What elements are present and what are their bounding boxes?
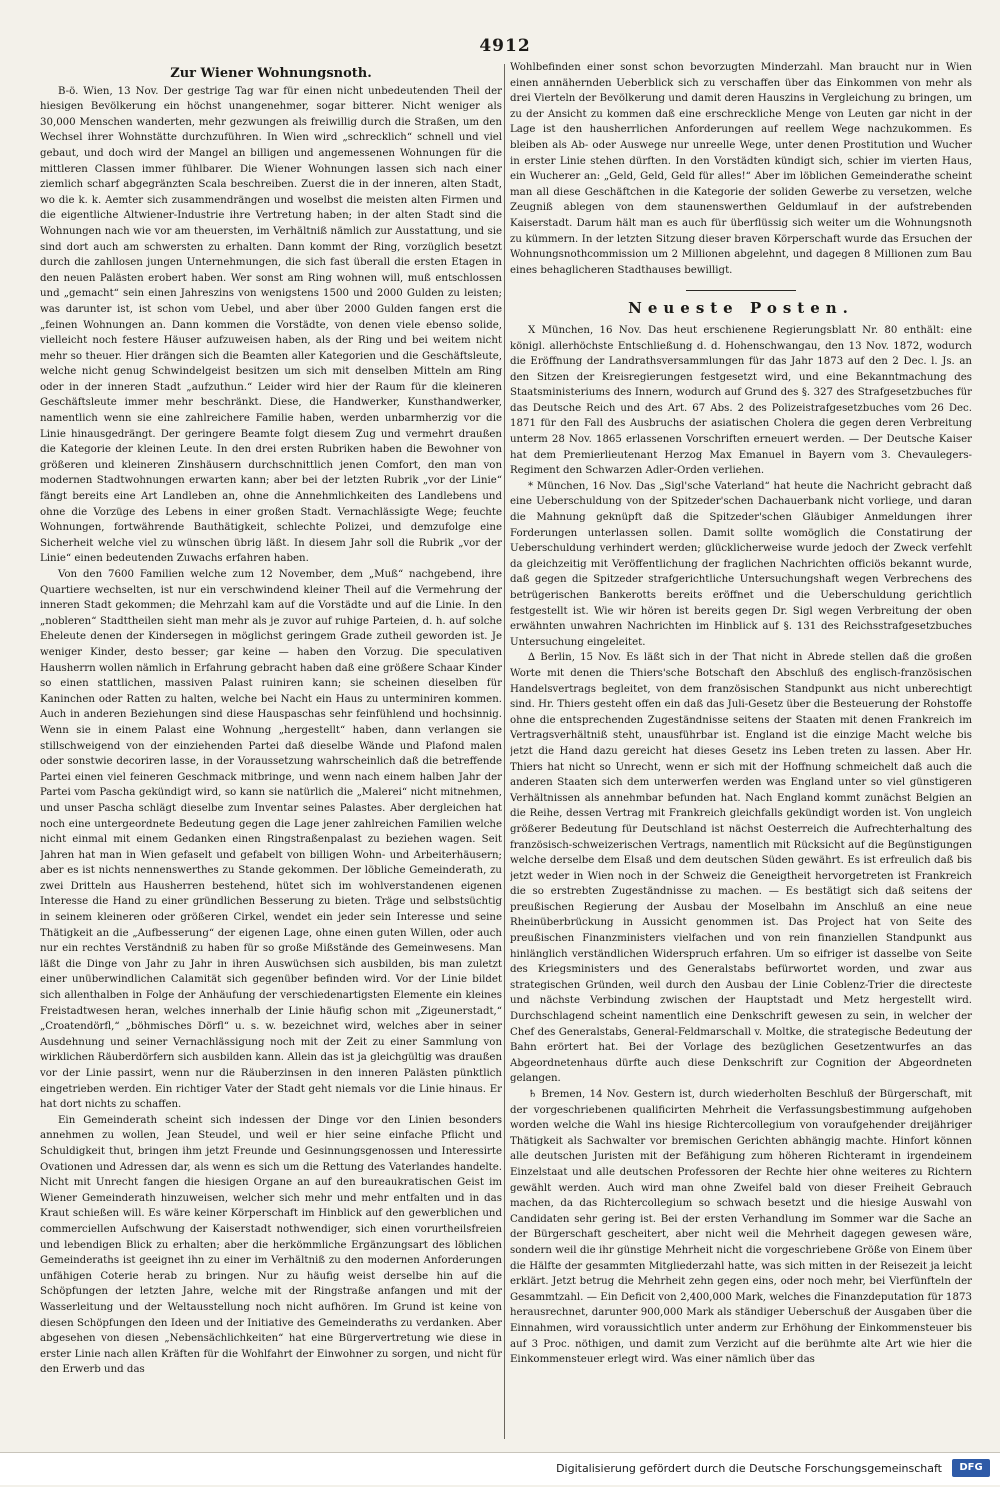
right-column [510, 60, 972, 1452]
digitization-footer [0, 1452, 1000, 1485]
news-item-muenchen-2: * München, 16 Nov. Das „Sigl'sche Vaterland“ hat heute die Nachricht gebracht daß eine Ueberschuldung von der Spitzeder'schen Dachauerbank nicht vorliege, und daran die Mahnung geknüpft daß die Spitzeder'schen Gläubiger Anmeldungen ihrer Forderungen unterlassen sollen. Damit sollte womöglich die Constatirung der Ueberschuldung verhindert werden; glücklicherweise wurde jedoch der Zweck verfehlt da gleichzeitig mit Veröffentlichung der fraglichen Nachrichten officiös bekannt wurde, daß gegen die Spitzeder strafgerichtliche Untersuchungshaft wegen Verbrechens des betrügerischen Bankerotts bereits eröffnet und die Ueberschuldung gerichtlich festgestellt ist. Wie wir hören ist bereits gegen Dr. Sigl wegen Verbreitung der oben erwähnten unwahren Nachrichten im Hinblick auf §. 131 des Reichsstrafgesetzbuches Untersuchung eingeleitet. [510, 480, 972, 648]
article-paragraph: Von den 7600 Familien welche zum 12 November, dem „Muß“ nachgebend, ihre Quartiere wechselten, ist nur ein verschwindend kleiner Theil auf die Vermehrung der inneren Stadt gekommen; die Mehrzahl kam auf die Vorstädte und auf die Linie. In den „nobleren“ Stadttheilen sieht man mehr als je zuvor auf ruhige Parteien, d. h. auf solche Eheleute denen der Kindersegen in möglichst geringem Grade zutheil geworden ist. Je weniger Kinder, desto besser; gar keine — haben den Vorzug. Die speculativen Hausherrn wollen nämlich in Erfahrung gebracht haben daß eine größere Schaar Kinder so einen stattlichen, massiven Palast ruiniren kann; sie scheinen dieselben für Kaninchen oder Ratten zu halten, welche bei Nacht ein Haus zu unterminiren kommen. Auch in anderen Beziehungen sind diese Hauspaschas sehr feinfühlend und hochsinnig. Wenn sie in einem Palast eine Wohnung „hergestellt“ haben, dann verlangen sie stillschweigend von der einziehenden Partei daß dieselbe Wände und Plafond malen oder sonstwie decoriren lasse, in der Voraussetzung wahrscheinlich daß die betreffende Partei einen viel feineren Geschmack mitbringe, und wenn nach einem halben Jahr der Partei vom Pascha gekündigt wird, so kann sie natürlich die „Malerei“ nicht mitnehmen, und unser Pascha schlägt dieselbe zum Inventar seines Palastes. Aber dergleichen hat noch eine untergeordnete Bedeutung gegen die Lage jener zahlreichen Familien welche nicht einmal mit einem Gedanken einen Ringstraßenpalast zu beziehen wagen. Seit Jahren hat man in Wien gefaselt und gefabelt von billigen Wohn- und Arbeiterhäusern; aber es ist nichts nennenswerthes zu Stande gekommen. Der löbliche Gemeinderath, zu zwei Dritteln aus Hausherren bestehend, hütet sich im wohlverstandenen eigenen Interesse die Hand zu einer gründlichen Besserung zu bieten. Träge und selbstsüchtig in seinem kleineren oder größeren Cirkel, wendet ein jeder sein Interesse und seine Thätigkeit an die „Aufbesserung“ der eigenen Lage, ohne einen guten Willen, oder auch nur ein rechtes Verständniß zu haben für so große Mißstände des Gemeinwesens. Man läßt die Dinge von Jahr zu Jahr in ihren Auswüchsen sich ausbilden, bis man zuletzt einer unüberwindlichen Calamität sich gegenüber befinden wird. Vor der Linie bildet sich allenthalben in Folge der Anhäufung der verschiedenartigsten Elemente ein kleines Freistadtwesen heran, welches innerhalb der Linie häufig schon mit „Zigeunerstadt,“ „Croatendörfl,“ „böhmisches Dörfl“ u. s. w. bezeichnet wird, welches aber in seiner Ausdehnung und seiner Vernachlässigung noch mit der Zeit zu einer Sammlung von wirklichen Räuberdörfern sich ausbilden kann. Allein das ist ja gleichgültig was draußen vor der Linie passirt, wenn nur die Räuberzinsen in den inneren Palästen pünktlich eingetrieben werden. Ein richtiger Vater der Stadt geht niemals vor die Linie hinaus. Er hat dort nichts zu schaffen. [40, 569, 502, 1111]
dfg-logo: DFG [952, 1459, 990, 1477]
left-column [40, 60, 502, 1452]
section-divider [686, 290, 796, 291]
article-heading-wohnungsnoth: Zur Wiener Wohnungsnoth. [170, 66, 372, 81]
news-item-muenchen-1: X München, 16 Nov. Das heut erschienene Regierungsblatt Nr. 80 enthält: eine königl. allerhöchste Entschließung d. d. Hohenschwangau, den 13 Nov. 1872, wodurch die Eröffnung der Landrathsversammlungen für das Jahr 1873 auf den 2 Dec. l. Js. an den Sitzen der Kreisregierungen festgesetzt wird, und eine Bekanntmachung des Staatsministeriums des Innern, wodurch auf Grund des §. 327 des Strafgesetzbuches für das Deutsche Reich und des Art. 67 Abs. 2 des Polizeistrafgesetzbuches vom 26 Dec. 1871 für den Fall des Ausbruchs der asiatischen Cholera die gegen deren Verbreitung unterm 28 Nov. 1865 erlassenen Vorschriften erneuert werden. — Der Deutsche Kaiser hat dem Premierlieutenant Herzog Max Emanuel in Bayern vom 3. Chevaulegers-Regiment den Schwarzen Adler-Orden verliehen. [510, 324, 972, 477]
newspaper-page [30, 30, 980, 1452]
funding-note: Digitalisierung gefördert durch die Deutsche Forschungsgemeinschaft [556, 1462, 942, 1475]
page-number: 4912 [479, 36, 531, 56]
news-item-berlin: ∆ Berlin, 15 Nov. Es läßt sich in der That nicht in Abrede stellen daß die großen Worte mit denen die Thiers'sche Botschaft den Abschluß des englisch-französischen Handelsvertrags begleitet, von dem französischen Standpunkt aus nicht unberechtigt sind. Hr. Thiers gesteht offen ein daß das Juli-Gesetz über die Besteuerung der Rohstoffe ohne die entsprechenden Zugeständnisse seitens der Staaten mit denen Frankreich im Vertragsverhältniß steht, unausführbar ist. England ist die einzige Macht welche bis jetzt die Hand dazu gereicht hat dieses Gesetz ins Leben treten zu lassen. Aber Hr. Thiers hat nicht so Unrecht, wenn er sich mit der Hoffnung schmeichelt daß auch die anderen Staaten sich dem unterwerfen werden was England unter so viel günstigeren Verhältnissen als annehmbar befunden hat. Nach England kommt zunächst Belgien an die Reihe, dessen Vertrag mit Frankreich gleichfalls gekündigt worden ist. Von ungleich größerer Bedeutung für Deutschland ist nächst Oesterreich die Aufrechterhaltung des französisch-schweizerischen Vertrags, namentlich mit Rücksicht auf die Begünstigungen welche derselbe dem Elsaß und dem deutschen Süden gewährt. Es ist erfreulich daß bis jetzt weder in Wien noch in der Schweiz die Geneigtheit hervorgetreten ist Frankreich die so erstrebten Zugeständnisse zu machen. — Es bestätigt sich daß seitens der preußischen Regierung der Ausbau der Moselbahn im Anschluß an eine neue Rheinüberbrückung in Aussicht genommen ist. Das Project hat von Seite des preußischen Finanzministers vielfachen und von rein finanziellen Standpunkt aus hinlänglich verständlichen Widerspruch erfahren. Um so eifriger ist dasselbe von Seite des Kriegsministers und des Generalstabs befürwortet worden, und zwar aus strategischen Gründen, weil durch den Ausbau der Linie Coblenz-Trier die directeste und nächste Verbindung zwischen der Hauptstadt und Metz hergestellt wird. Durchschlagend scheint namentlich eine Denkschrift gewesen zu sein, in welcher der Chef des Generalstabs, General-Feldmarschall v. Moltke, die strategische Bedeutung der Bahn erörtert hat. Bei der Vorlage des bezüglichen Gesetzentwurfes an das Abgeordnetenhaus dürfte auch diese Denkschrift zur Cognition der Abgeordneten gelangen. [510, 652, 972, 1085]
article-paragraph: B-ö. Wien, 13 Nov. Der gestrige Tag war für einen nicht unbedeutenden Theil der hiesigen Bevölkerung ein höchst unangenehmer, sogar bitterer. Nicht weniger als 30,000 Menschen wanderten, mehr gezwungen als freiwillig durch die Straßen, um den Wechsel ihrer Wohnstätte durchzuführen. In Wien wird „schrecklich“ schnell und viel gebaut, und doch wird der Mangel an billigen und angemessenen Wohnungen für die mittleren Classen immer fühlbarer. Die Wiener Wohnungen lassen sich nach einer ziemlich scharf abgegränzten Scala beschreiben. Zuerst die in der inneren, alten Stadt, wo die k. k. Aemter sich zusammendrängen und woselbst die meisten alten Firmen und die eigentliche Altwiener-Industrie ihre Vertretung haben; in der alten Stadt sind die Wohnungen nach wie vor am theuersten, im Verhältniß nämlich zur Ausstattung, und sie sind dort auch am schwersten zu erhalten. Dann kommt der Ring, vorzüglich besetzt durch die zahllosen jungen Unternehmungen, die sich fast überall die ersten Etagen in den neuen Palästen erobert haben. Wer sonst am Ring wohnen will, muß entschlossen und „gemacht“ sein einen Jahreszins von wenigstens 1500 und 2000 Gulden zu leisten; was darunter ist, ist schon vom Uebel, und aber über 2000 Gulden fangen erst die „feinen Wohnungen an. Dann kommen die Vorstädte, von denen viele ebenso solide, vielleicht noch festere Häuser aufzuweisen haben, als der Ring und bei weitem nicht mehr so theuer. Hier drängen sich die Beamten aller Kategorien und die Geschäftsleute, welche nicht genug Schwindelgeist besitzen um sich mit denselben Mitteln am Ring oder in der inneren Stadt „aufzuthun.“ Leider wird hier der Raum für die kleineren Geschäftsleute immer mehr beschränkt. Diese, die Handwerker, Kunsthandwerker, namentlich wenn sie eine zahlreichere Familie haben, werden unbarmherzig vor die Linie hinausgedrängt. Der geringere Beamte folgt diesem Zug und vermehrt draußen die Kategorie der kleinen Leute. In den drei ersten Rubriken haben die Bewohner von größeren und kleineren Zinshäusern durchschnittlich jenen Comfort, den man von modernen Stadtwohnungen erwarten kann; aber bei der letzten Rubrik „vor der Linie“ fängt bereits eine Art Landleben an, ohne die Annehmlichkeiten des Landlebens und ohne die Vorzüge des Lebens in einer großen Stadt. Vernachlässigte Wege; feuchte Wohnungen, fortwährende Bauthätigkeit, schlechte Polizei, und demzufolge eine Sicherheit welche viel zu wünschen übrig läßt. In diesem Jahr soll die Rubrik „vor der Linie“ einen bedeutenden Zuwachs erfahren haben. [40, 85, 502, 565]
article-paragraph: Ein Gemeinderath scheint sich indessen der Dinge vor den Linien besonders annehmen zu wollen, Jean Steudel, und weil er hier seine einfache Pflicht und Schuldigkeit thut, bringen ihm jetzt Freunde und Gesinnungsgenossen und Interessirte Ovationen und Adressen dar, als wenn es sich um die Rettung des Vaterlandes handelte. Nicht mit Unrecht fangen die hiesigen Organe an auf den bureaukratischen Geist im Wiener Gemeinderath hinzuweisen, welcher sich mehr und mehr entfalten und in das Kraut schießen will. Es wäre keiner Körperschaft im Hinblick auf den gewerblichen und commerciellen Aufschwung der Kaiserstadt nothwendiger, sich einen vorurtheilsfreien und lebendigen Blick zu erhalten; aber die herkömmliche Ergänzungsart des löblichen Gemeinderaths ist geeignet ihn zu einer im Verhältniß zu den modernen Anforderungen unfähigen Coterie herab zu bringen. Nur zu häufig weist derselbe hin auf die Schöpfungen der letzten Jahre, welche mit der Ringstraße anfangen und mit der Wasserleitung und der Weltausstellung noch nicht aufhören. Im Grund ist keine von diesen Schöpfungen den Ideen und der Initiative des Gemeinderaths zu verdanken. Aber abgesehen von diesen „Nebensächlichkeiten“ hat eine Bürgervertretung wie diese in erster Linie nach allen Kräften für die Wohlfahrt der Einwohner zu sorgen, und nicht für den Erwerb und das [40, 1114, 502, 1376]
news-item-bremen: ♄ Bremen, 14 Nov. Gestern ist, durch wiederholten Beschluß der Bürgerschaft, mit der vorgeschriebenen qualificirten Mehrheit die Verfassungsbestimmung aufgehoben worden welche die Wahl ins hiesige Richtercollegium von voraufgehender dreijähriger Thätigkeit als Sachwalter vor bremischen Gerichten abhängig machte. Hinfort können alle deutschen Juristen mit der Befähigung zum höheren Richteramt in irgendeinem Einzelstaat und alle deutschen Professoren der Rechte hier ohne weiteres zu Richtern gewählt werden. Auch wird man ohne Zweifel bald von dieser Freiheit Gebrauch machen, da das Richtercollegium so schwach besetzt und die hiesige Auswahl von Candidaten sehr gering ist. Bei der ersten Verhandlung im Sommer war die Sache an der Bürgerschaft gescheitert, aber nicht weil die Mehrheit dagegen gewesen wäre, sondern weil die ihr günstige Mehrheit nicht die vorgeschriebene Größe von Einem über die Hälfte der gesammten Mitgliederzahl hatte, was sich mitten in der Reisezeit ja leicht erklärt. Jetzt betrug die Mehrheit zehn gegen eins, oder noch mehr, bei Vierfünfteln der Gesammtzahl. — Ein Deficit von 2,400,000 Mark, welches die Finanzdeputation für 1873 herausrechnet, darunter 900,000 Mark als ständiger Ueberschuß der Ausgaben über die Einnahmen, wird voraussichtlich unter anderm zur Erhöhung der Einkommensteuer bis auf 3 Proc. nöthigen, und damit zum Verzicht auf die berühmte alte Art wie hier die Einkommensteuer erlegt wird. Was einer nämlich über das [510, 1089, 972, 1366]
article-continuation: Wohlbefinden einer sonst schon bevorzugten Minderzahl. Man braucht nur in Wien einen annähernden Ueberblick sich zu verschaffen über das Einkommen von mehr als drei Vierteln der Bevölkerung und damit deren Hauszins in Vergleichung zu bringen, um zu der Ansicht zu kommen daß eine erschreckliche Menge von Leuten gar nicht in der Lage ist den hausherrlichen Anforderungen auf reellem Wege nachzukommen. Es bleiben als Ab- oder Auswege nur unreelle Wege, unter denen Prostitution und Wucher in erster Linie stehen dürften. In den Vorstädten kündigt sich, schier im vierten Haus, ein Wucherer an: „Geld, Geld, Geld für alles!“ Aber im löblichen Gemeinderathe scheint man all diese Geschäftchen in die Kategorie der soliden Gewerbe zu versetzen, welche Zeugniß ablegen von dem staunenswerthen Geldumlauf in der aufstrebenden Kaiserstadt. Darum hält man es auch für überflüssig sich weiter um die Wohnungsnoth zu kümmern. In der letzten Sitzung dieser braven Körperschaft wurde das Ersuchen der Wohnungsnothcommission um 2 Millionen abgelehnt, und dagegen 8 Millionen zum Bau eines behaglicheren Stadthauses bewilligt. [510, 62, 972, 276]
column-divider [504, 64, 505, 1439]
section-heading-neueste-posten: Neueste Posten. [628, 299, 854, 318]
